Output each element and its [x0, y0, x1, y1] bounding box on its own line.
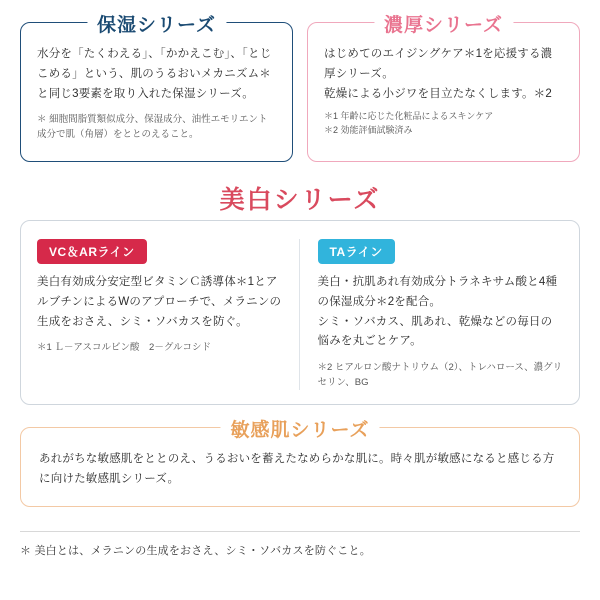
- rich-series-body-line1: はじめてのエイジングケア＊1を応援する濃厚シリーズ。: [324, 48, 553, 80]
- moisture-series-note: ＊ 細胞間脂質類似成分、保湿成分、油性エモリエント成分で肌（角層）をととのえること。: [37, 114, 268, 141]
- ta-line-tag: TAライン: [318, 239, 395, 264]
- white-series-column-vcar: [37, 239, 300, 390]
- sensitive-series-body: あれがちな敏感肌をととのえ、うるおいを蓄えたなめらかな肌に。時々肌が敏感になると感じる方に向けた敏感肌シリーズ。: [39, 453, 555, 486]
- ta-line-note: ＊2 ヒアルロン酸ナトリウム（2）、トレハロース、濃グリセリン、BG: [317, 362, 563, 389]
- vcar-line-tag: VC＆ARライン: [37, 239, 147, 264]
- top-series-row: [20, 15, 580, 162]
- footer-note: ＊ 美白とは、メラニンの生成をおさえ、シミ・ソバカスを防ぐこと。: [20, 544, 371, 557]
- vcar-line-body: 美白有効成分安定型ビタミンＣ誘導体＊1とアルブチンによるWのアプローチで、メラニンの生成をおさえ、シミ・ソバカスを防ぐ。: [37, 276, 282, 328]
- sensitive-series-title: 敏感肌シリーズ: [220, 415, 379, 442]
- rich-series-title: 濃厚シリーズ: [374, 10, 513, 37]
- footer-divider: [20, 531, 580, 532]
- moisture-series-card: [20, 15, 293, 162]
- moisture-series-body: 水分を「たくわえる」、「かかえこむ」、「とじこめる」という、肌のうるおいメカニズム＊と同じ3要素を取り入れた保湿シリーズ。: [37, 48, 272, 100]
- rich-series-note-2: ＊2 効能評価試験済み: [324, 125, 413, 136]
- rich-series-body-line2: 乾燥による小ジワを目立たなくします。＊2: [324, 87, 552, 100]
- white-series-column-ta: [318, 239, 564, 390]
- sensitive-series-card: [20, 420, 580, 507]
- moisture-series-title: 保湿シリーズ: [87, 10, 226, 37]
- rich-series-note-1: ＊1 年齢に応じた化粧品によるスキンケア: [324, 111, 494, 122]
- white-series-heading: 美白シリーズ: [219, 186, 381, 214]
- rich-series-card: [307, 15, 580, 162]
- ta-line-body-line1: 美白・抗肌あれ有効成分トラネキサム酸と4種の保湿成分＊2を配合。: [317, 276, 558, 308]
- ta-line-body-line2: シミ・ソバカス、肌あれ、乾燥などの毎日の悩みを丸ごとケア。: [317, 315, 553, 348]
- vcar-line-note: ＊1 Ｌ－アスコルビン酸 2－グルコシド: [37, 342, 212, 354]
- white-series-card: [20, 220, 580, 405]
